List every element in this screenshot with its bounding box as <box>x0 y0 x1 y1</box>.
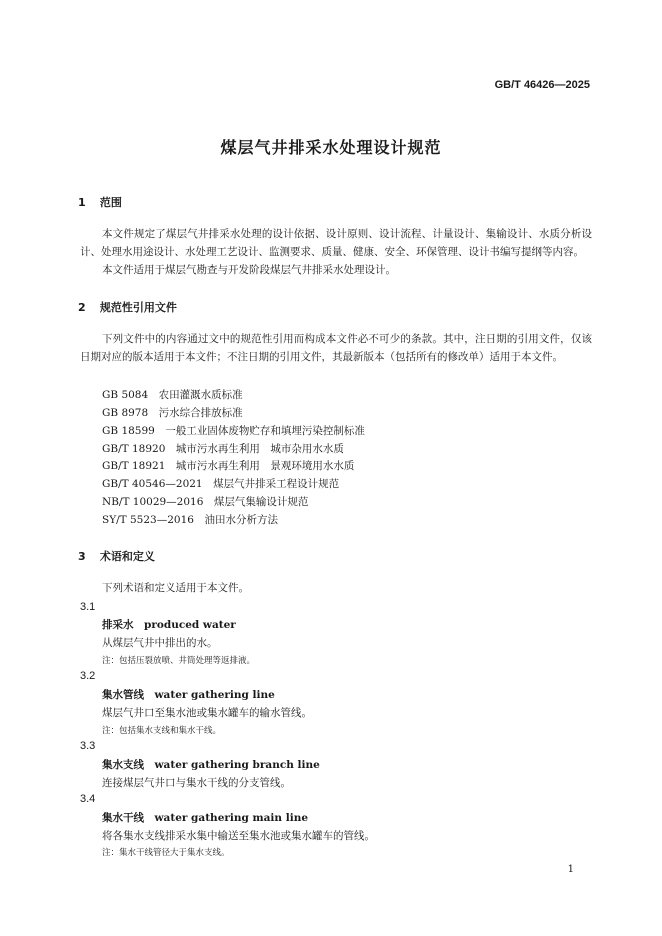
term-name: 集水支线 water gathering branch line <box>102 759 320 771</box>
term-name: 集水干线 water gathering main line <box>102 812 309 824</box>
reference-item: NB/T 10029—2016 煤层气集输设计规范 <box>102 496 309 508</box>
reference-item: GB/T 18921 城市污水再生利用 景观环境用水水质 <box>102 460 355 472</box>
term-number: 3.4 <box>80 793 96 805</box>
reference-item: GB 5084 农田灌溉水质标准 <box>102 389 243 401</box>
section-1-number: 1 <box>78 196 86 209</box>
section-2-title: 规范性引用文件 <box>99 301 177 314</box>
term-definition: 将各集水支线排采水集中输送至集水池或集水罐车的管线。 <box>102 830 375 842</box>
section-1-paragraph-1: 本文件规定了煤层气井排采水处理的设计依据、设计原则、设计流程、计量设计、集输设计、水质分析设计、处理水用途设计、水处理工艺设计、监测要求、质量、健康、安全、环保管理、设计书编写提纲等内容。 <box>80 228 592 258</box>
term-number: 3.3 <box>80 740 96 752</box>
reference-item: GB/T 18920 城市污水再生利用 城市杂用水水质 <box>102 443 344 455</box>
term-definition: 煤层气井口至集水池或集水罐车的输水管线。 <box>102 707 312 719</box>
section-2-heading <box>78 299 177 315</box>
page-number: 1 <box>567 864 574 875</box>
reference-item: SY/T 5523—2016 油田水分析方法 <box>102 514 278 526</box>
section-3-number: 3 <box>78 550 86 563</box>
section-3-heading <box>78 548 155 564</box>
standard-code: GB/T 46426—2025 <box>494 79 590 91</box>
reference-item: GB/T 40546—2021 煤层气井排采工程设计规范 <box>102 478 340 490</box>
section-2-intro: 下列文件中的内容通过文中的规范性引用而构成本文件必不可少的条款。其中，注日期的引用文件，仅该日期对应的版本适用于本文件；不注日期的引用文件，其最新版本（包括所有的修改单）适用于本文件。 <box>80 333 592 363</box>
term-name: 排采水 produced water <box>102 619 236 631</box>
term-number: 3.2 <box>80 670 96 682</box>
section-1-heading <box>78 194 122 210</box>
term-definition: 连接煤层气井口与集水干线的分支管线。 <box>102 777 291 789</box>
section-1-title: 范围 <box>99 196 122 209</box>
term-name: 集水管线 water gathering line <box>102 689 275 701</box>
term-note: 注：集水干线管径大于集水支线。 <box>102 848 230 858</box>
section-3-title: 术语和定义 <box>99 550 155 563</box>
term-note: 注：包括压裂放喷、井筒处理等返排液。 <box>102 656 256 666</box>
term-definition: 从煤层气井中排出的水。 <box>102 637 218 649</box>
reference-item: GB 8978 污水综合排放标准 <box>102 407 243 419</box>
document-title: 煤层气井排采水处理设计规范 <box>220 138 442 157</box>
term-number: 3.1 <box>80 601 96 613</box>
section-3-intro: 下列术语和定义适用于本文件。 <box>102 582 249 594</box>
reference-item: GB 18599 一般工业固体废物贮存和填埋污染控制标准 <box>102 425 365 437</box>
section-2-number: 2 <box>78 301 86 314</box>
term-note: 注：包括集水支线和集水干线。 <box>102 726 222 736</box>
section-1-paragraph-2: 本文件适用于煤层气勘查与开发阶段煤层气井排采水处理设计。 <box>102 264 396 276</box>
